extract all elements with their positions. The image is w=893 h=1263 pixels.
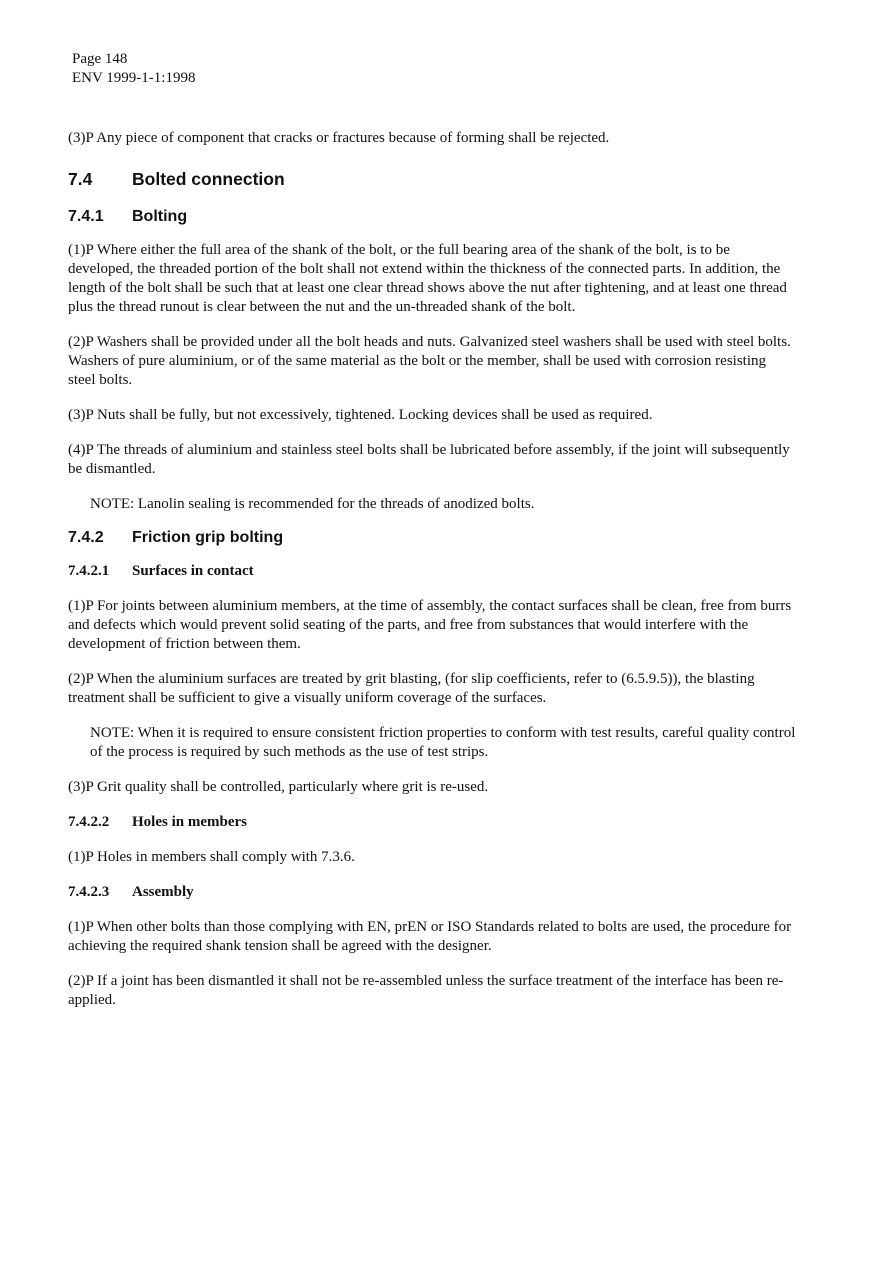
paragraph-assembly-1: (1)P When other bolts than those complying with EN, prEN or ISO Standards related to bolts are used, the procedure for achieving the required shank tension shall be agreed with the designer. [68,919,792,954]
section-heading-7-4-2-2 [68,813,796,832]
paragraph-bolting-3: (3)P Nuts shall be fully, but not excessively, tightened. Locking devices shall be used as required. [68,407,653,423]
section-title: Friction grip bolting [132,529,284,546]
paragraph-bolting-4: (4)P The threads of aluminium and stainless steel bolts shall be lubricated before assembly, if the joint will subsequently be dismantled. [68,442,790,477]
paragraph-bolting-2: (2)P Washers shall be provided under all the bolt heads and nuts. Galvanized steel washers shall be used with steel bolts. Washers of pure aluminium, or of the same material as the bolt or the member, shall be used with corrosion resisting steel bolts. [68,334,791,388]
paragraph-surfaces-2: (2)P When the aluminium surfaces are treated by grit blasting, (for slip coefficients, refer to (6.5.9.5)), the blasting treatment shall be sufficient to give a visually uniform coverage of the surfaces. [68,671,755,706]
section-heading-7-4-1 [68,207,796,227]
section-heading-7-4-2-3 [68,883,796,902]
section-number: 7.4.2.2 [68,814,110,830]
section-heading-7-4 [68,168,796,190]
section-title: Bolted connection [132,169,285,189]
paragraph-forming-rejection: (3)P Any piece of component that cracks or fractures because of forming shall be rejected. [68,130,610,146]
paragraph-assembly-2: (2)P If a joint has been dismantled it shall not be re-assembled unless the surface treatment of the interface has been re-applied. [68,973,784,1008]
section-number: 7.4 [68,169,93,189]
paragraph-surfaces-1: (1)P For joints between aluminium members, at the time of assembly, the contact surfaces shall be clean, free from burrs and defects which would prevent solid seating of the parts, and free from substances that would interfere with the development of friction between them. [68,598,792,652]
section-title: Holes in members [132,814,247,830]
standard-reference: ENV 1999-1-1:1998 [72,70,196,86]
paragraph-holes-1: (1)P Holes in members shall comply with 7.3.6. [68,849,355,865]
section-title: Assembly [132,884,194,900]
page-header [72,50,195,88]
paragraph-surfaces-3: (3)P Grit quality shall be controlled, particularly where grit is re-used. [68,779,489,795]
section-title: Bolting [132,208,188,225]
section-heading-7-4-2-1 [68,562,796,581]
section-heading-7-4-2 [68,528,796,548]
page-content [68,129,796,1010]
section-number: 7.4.2.3 [68,884,110,900]
note-friction-properties: NOTE: When it is required to ensure consistent friction properties to conform with test results, careful quality control of the process is required by such methods as the use of test strips. [90,725,796,760]
page-number: Page 148 [72,51,128,67]
section-number: 7.4.2 [68,529,104,546]
section-title: Surfaces in contact [132,563,254,579]
paragraph-bolting-1: (1)P Where either the full area of the shank of the bolt, or the full bearing area of the shank of the bolt, is to be developed, the threaded portion of the bolt shall not extend within the thickness of the connected parts. In addition, the length of the bolt shall be such that at least one clear thread shows above the nut after tightening, and at least one thread plus the thread runout is clear between the nut and the un-threaded shank of the bolt. [68,242,787,315]
section-number: 7.4.2.1 [68,563,110,579]
note-lanolin-sealing: NOTE: Lanolin sealing is recommended for the threads of anodized bolts. [90,496,535,512]
section-number: 7.4.1 [68,208,104,225]
